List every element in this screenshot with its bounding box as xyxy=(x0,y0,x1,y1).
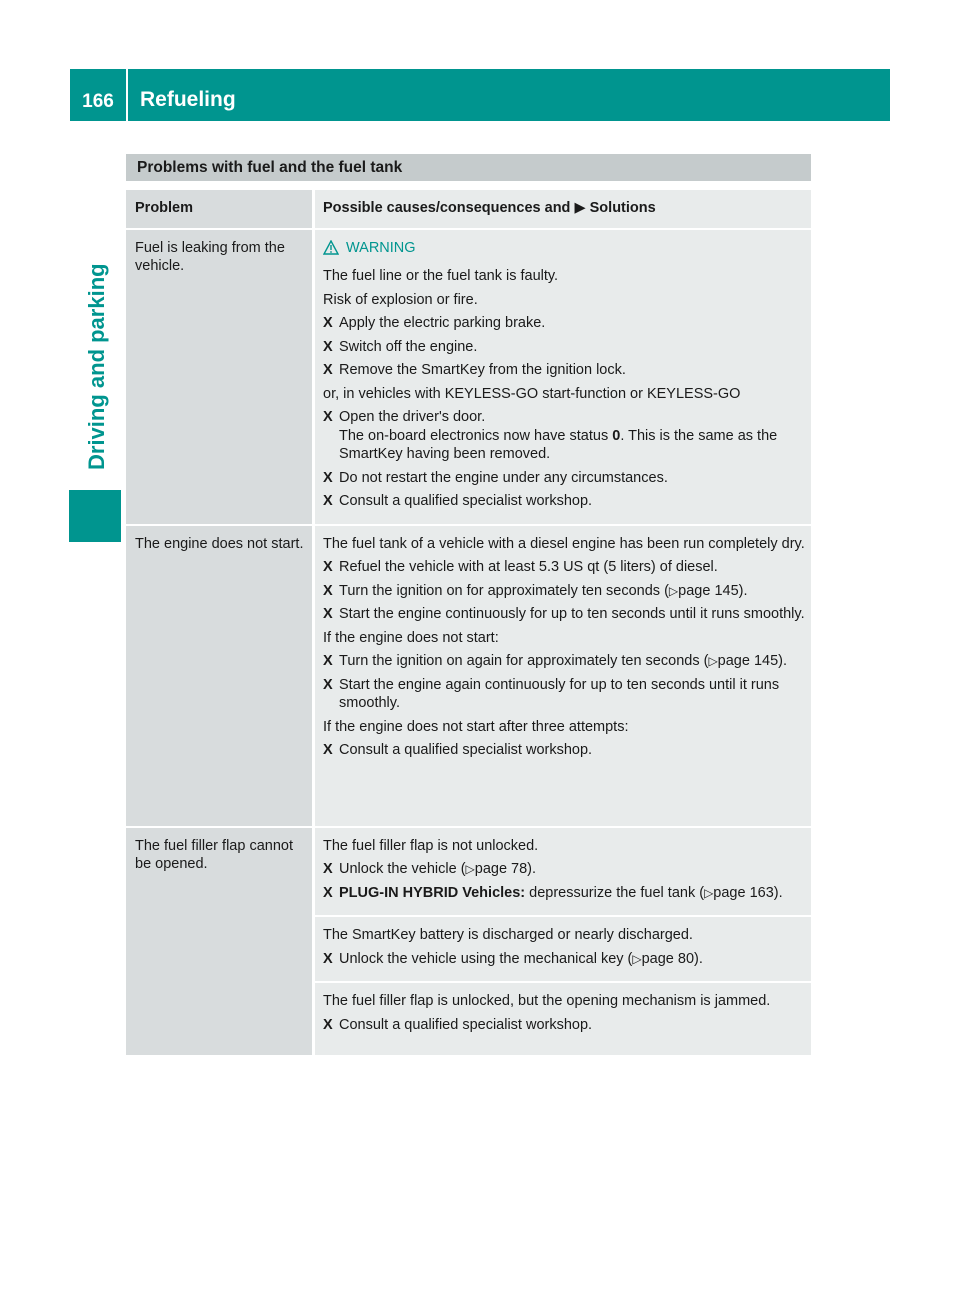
step: X PLUG-IN HYBRID Vehicles: depressurize the fuel tank (▷page 163). xyxy=(323,884,783,901)
page-ref-icon: ▷ xyxy=(668,583,679,598)
problem-cell: The fuel filler flap cannot be opened. xyxy=(126,828,312,1056)
header-causes: Possible causes/consequences and ▶ Solutions xyxy=(315,190,811,228)
step-marker-icon: X xyxy=(323,676,333,693)
step: X Do not restart the engine under any circumstances. xyxy=(323,469,668,486)
section-title: Problems with fuel and the fuel tank xyxy=(126,154,811,181)
step-marker-icon: X xyxy=(323,861,333,877)
cause-block: The fuel filler flap is not unlocked. X Unlock the vehicle (▷page 78). X PLUG-IN HYBRID Vehicles: depressurize the fuel tank (▷page 163). xyxy=(323,837,805,916)
page-link[interactable]: page 163). xyxy=(713,884,783,901)
step-marker-icon: X xyxy=(323,559,333,575)
table-row xyxy=(126,230,811,524)
page-ref-icon: ▷ xyxy=(632,951,642,966)
step: X Open the driver's door. The on-board electronics now have status 0. This is the same as the SmartKey having been removed. xyxy=(323,409,778,462)
solution-triangle-icon: ▶ xyxy=(574,200,586,216)
warning-heading: WARNING xyxy=(323,239,805,258)
step: X Consult a qualified specialist workshop. xyxy=(323,1016,593,1033)
page-ref-icon: ▷ xyxy=(465,862,475,876)
step-marker-icon: X xyxy=(323,315,333,331)
page-link[interactable]: page 145). xyxy=(717,653,788,669)
table-header-row xyxy=(126,190,811,228)
step-marker-icon: X xyxy=(323,742,333,758)
header-problem: Problem xyxy=(126,190,312,228)
step-marker-icon: X xyxy=(323,469,333,486)
step: X Consult a qualified specialist workshop. xyxy=(323,493,593,509)
step: X Apply the electric parking brake. xyxy=(323,315,546,331)
step: X Turn the ignition on for approximately ten seconds (▷page 145). xyxy=(323,582,748,599)
page-link[interactable]: page 80). xyxy=(641,950,703,967)
step-marker-icon: X xyxy=(323,653,333,669)
warning-triangle-icon xyxy=(323,240,339,255)
solution-cell xyxy=(315,828,811,1056)
step-marker-icon: X xyxy=(323,582,333,599)
step-marker-icon: X xyxy=(323,493,333,509)
solution-cell: WARNING The fuel line or the fuel tank is faulty. Risk of explosion or fire. X Apply the electric parking brake. X Switch off the engine. X Remove the SmartKey from the ignition lock. or, in vehicles with KEYLESS-GO start-function or KEYLESS-GO X Open the driver's door. The on-board electronics now have status 0. This is the same as the SmartKey having been removed. X Do not restart the engine under any circumstances. X Consult a qualified specialist workshop. xyxy=(315,230,811,524)
step: X Switch off the engine. xyxy=(323,338,478,355)
header-divider xyxy=(126,69,128,121)
step: X Consult a qualified specialist workshop. xyxy=(323,742,593,758)
step: X Unlock the vehicle using the mechanical key (▷page 80). xyxy=(323,950,703,967)
step: X Start the engine continuously for up to ten seconds until it runs smoothly. xyxy=(323,606,805,622)
step-marker-icon: X xyxy=(323,606,333,622)
chapter-title: Refueling xyxy=(140,88,236,111)
problem-cell: Fuel is leaking from the vehicle. xyxy=(126,230,312,524)
step: X Start the engine again continuously for up to ten seconds until it runs smoothly. xyxy=(323,676,780,711)
page-link[interactable]: page 78). xyxy=(474,861,537,877)
step: X Unlock the vehicle (▷page 78). xyxy=(323,861,537,877)
table-row xyxy=(126,526,811,826)
step: X Turn the ignition on again for approximately ten seconds (▷page 145). xyxy=(323,653,788,669)
side-tab-label: Driving and parking xyxy=(84,263,109,470)
step-marker-icon: X xyxy=(323,950,333,967)
step: X Remove the SmartKey from the ignition lock. xyxy=(323,362,626,378)
step-marker-icon: X xyxy=(323,338,333,355)
step-marker-icon: X xyxy=(323,362,333,378)
step-marker-icon: X xyxy=(323,1016,333,1033)
table-row xyxy=(126,828,811,1056)
page-link[interactable]: page 145). xyxy=(678,582,748,599)
problem-table xyxy=(126,190,811,1055)
side-tab-marker xyxy=(69,490,121,542)
cause-block: The fuel filler flap is unlocked, but the opening mechanism is jammed. X Consult a qualified specialist workshop. xyxy=(315,981,811,1047)
page-ref-icon: ▷ xyxy=(708,654,718,668)
step: X Refuel the vehicle with at least 5.3 US qt (5 liters) of diesel. xyxy=(323,559,718,575)
problem-cell: The engine does not start. xyxy=(126,526,312,826)
step-marker-icon: X xyxy=(323,409,333,425)
cause-block: The SmartKey battery is discharged or nearly discharged. X Unlock the vehicle using the mechanical key (▷page 80). xyxy=(315,915,811,981)
page-number: 166 xyxy=(82,91,114,112)
step-marker-icon: X xyxy=(323,884,333,901)
page-ref-icon: ▷ xyxy=(704,885,714,900)
solution-cell: The fuel tank of a vehicle with a diesel engine has been run completely dry. X Refuel the vehicle with at least 5.3 US qt (5 liters) of diesel. X Turn the ignition on for approximately ten seconds (▷page 145). X Start the engine continuously for up to ten seconds until it runs smoothly. If the engine does not start: X Turn the ignition on again for approximately ten seconds (▷page 145). X Start the engine again continuously for up to ten seconds until it runs smoothly. If the engine does not start after three attempts: X Consult a qualified specialist workshop. xyxy=(315,526,811,826)
page-header xyxy=(70,69,890,121)
